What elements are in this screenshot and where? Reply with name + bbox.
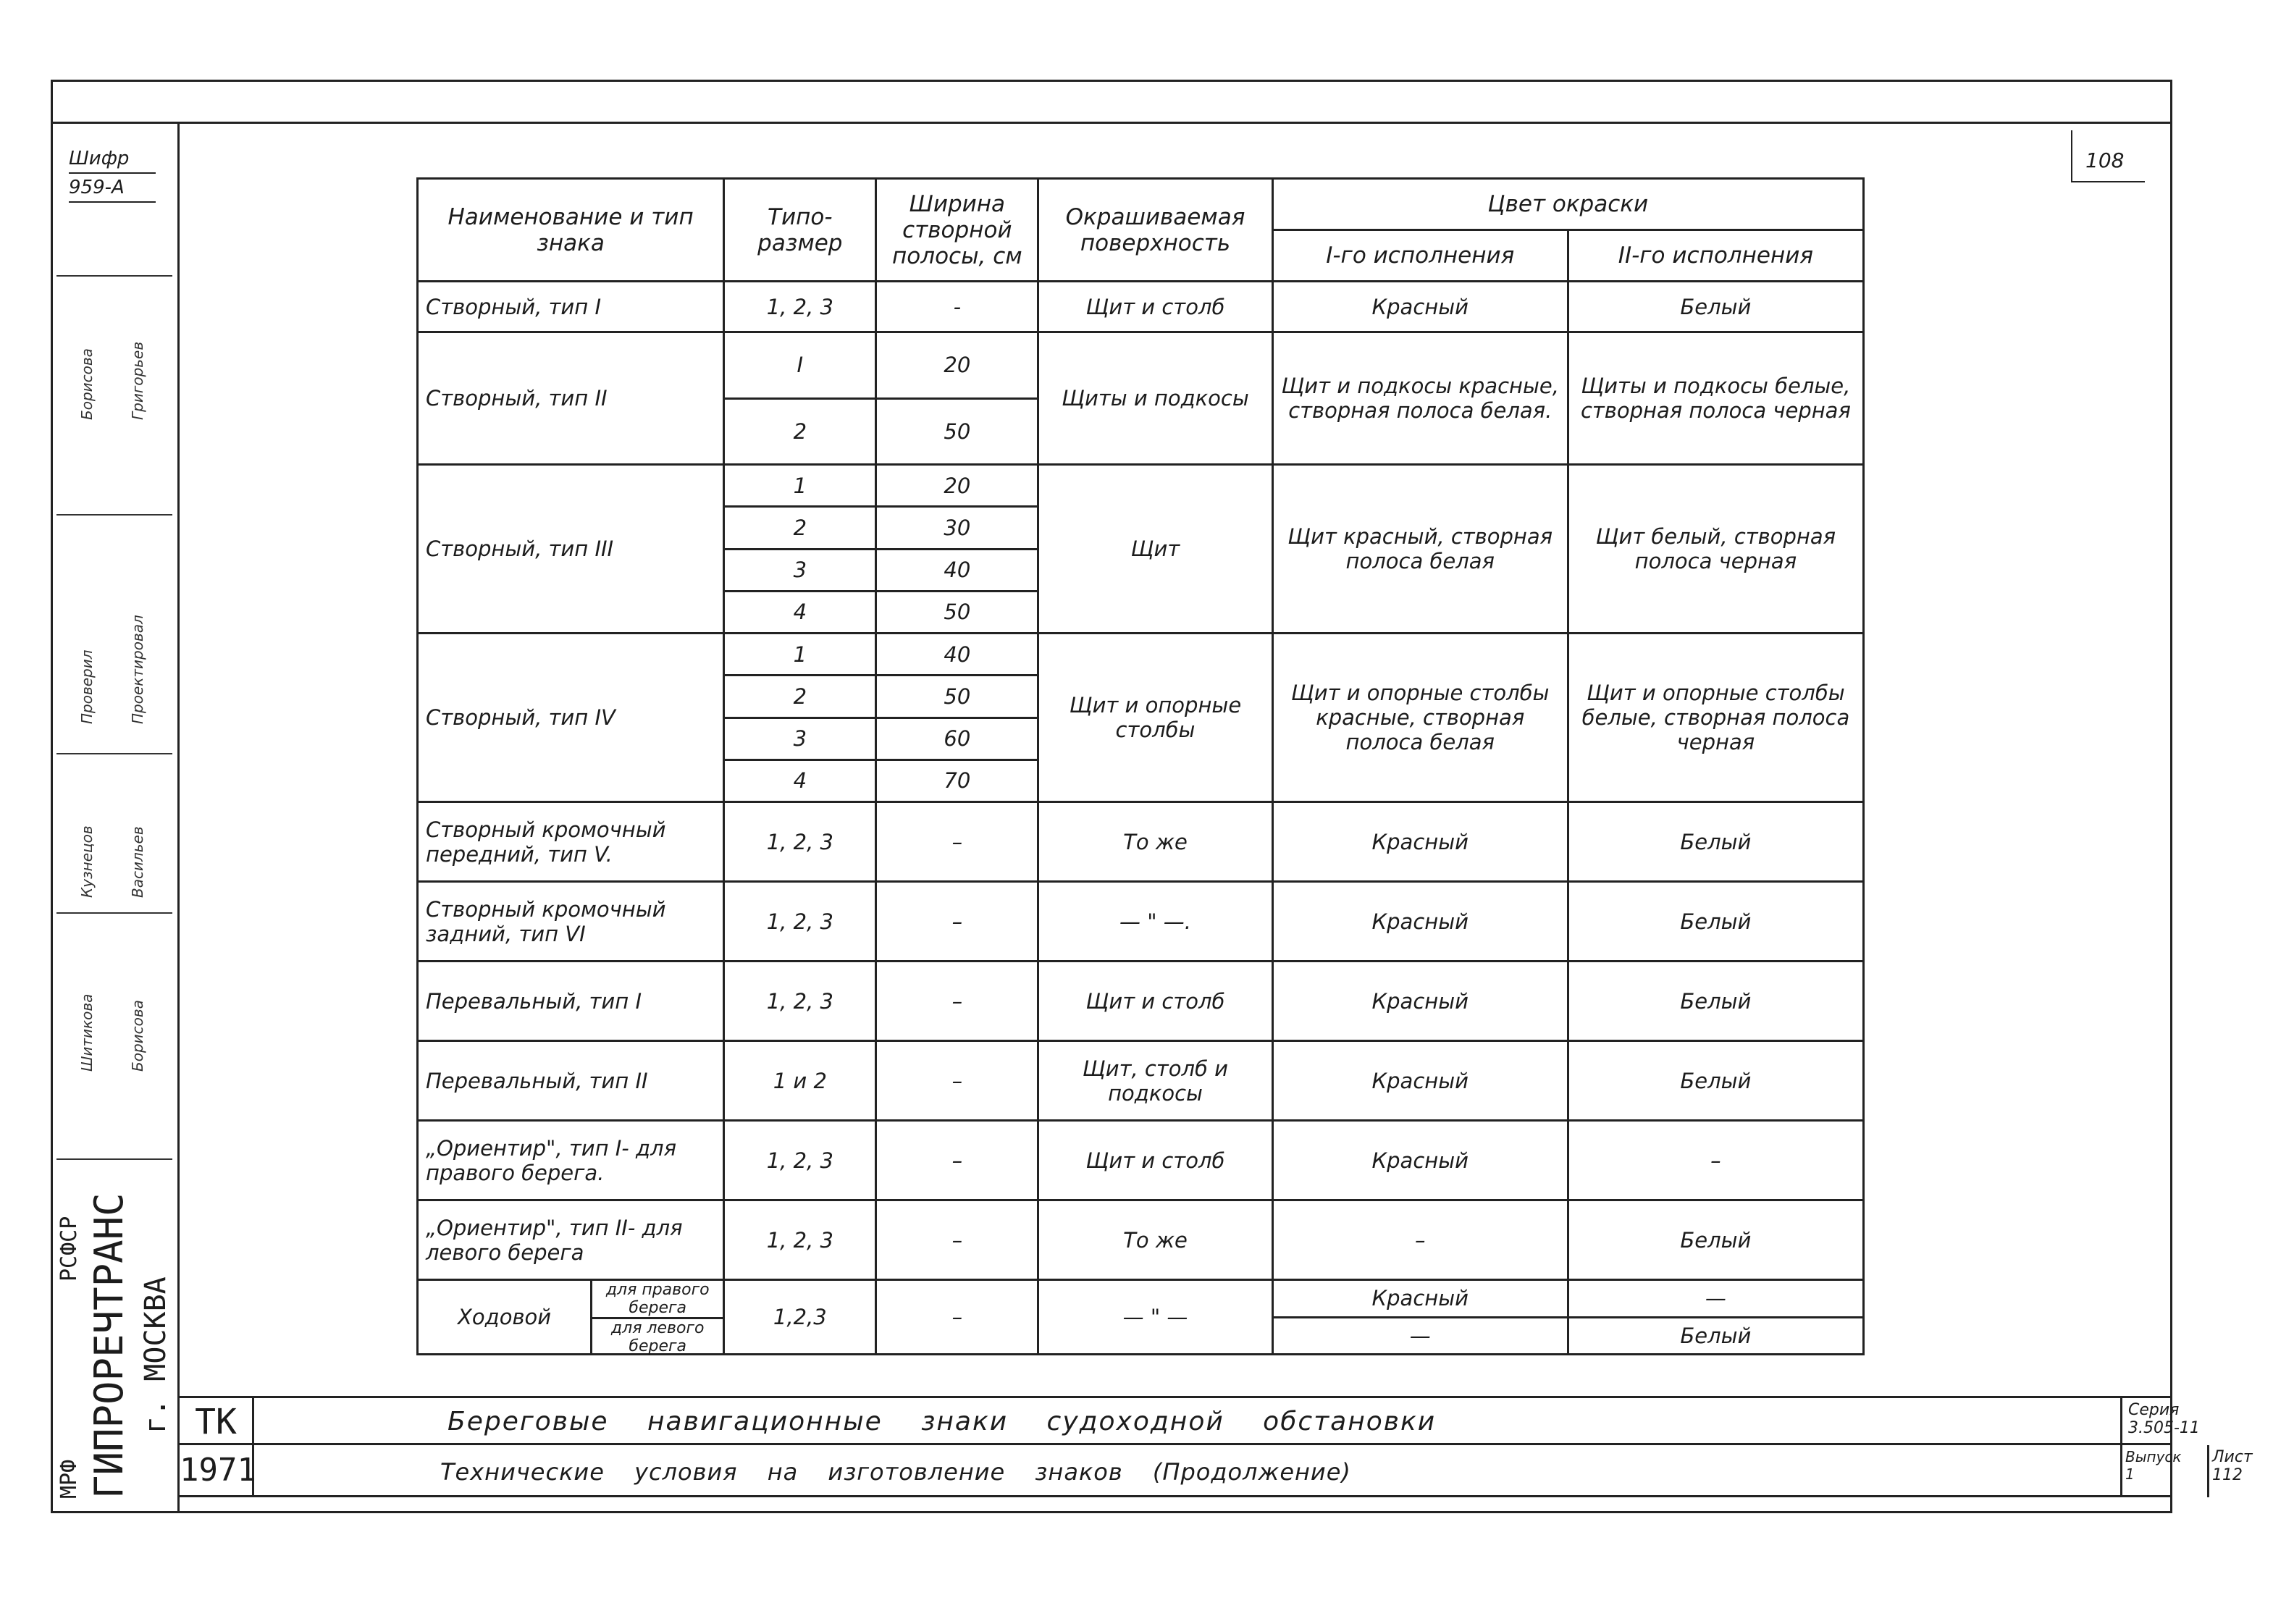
width-value: 40 bbox=[877, 550, 1037, 592]
width-value: 50 bbox=[877, 676, 1037, 718]
cell-exec1: Щит красный, створная полоса белая bbox=[1272, 465, 1568, 634]
cell-exec2: Щит белый, створная полоса черная bbox=[1568, 465, 1863, 634]
top-rule bbox=[51, 122, 2172, 124]
cell-width: – bbox=[876, 1200, 1038, 1280]
size-value: 3 bbox=[725, 550, 875, 592]
signature-divider bbox=[56, 753, 172, 754]
exec2-bottom: Белый bbox=[1680, 1323, 1752, 1348]
table-row bbox=[418, 1200, 1864, 1280]
header-color: Цвет окраски bbox=[1272, 179, 1863, 230]
signature-1: Борисова bbox=[78, 348, 96, 420]
cell-size: 1, 2, 3 bbox=[724, 1200, 876, 1280]
cell-width bbox=[876, 332, 1038, 465]
table-row bbox=[418, 465, 1864, 634]
table-row bbox=[418, 1041, 1864, 1121]
size-value: 4 bbox=[793, 768, 807, 794]
cell-size bbox=[724, 465, 876, 634]
cell-name: Створный, тип III bbox=[418, 465, 724, 634]
series-box bbox=[2120, 1398, 2294, 1447]
cell-surface: То же bbox=[1038, 802, 1272, 882]
header-name: Наименование и тип знака bbox=[418, 179, 724, 282]
signature-divider bbox=[56, 514, 172, 516]
cell-name: Створный, тип I bbox=[418, 282, 724, 332]
cell-exec1: – bbox=[1272, 1200, 1568, 1280]
organization-name: ГИПРОРЕЧТРАНС bbox=[86, 1192, 132, 1499]
width-value: 50 bbox=[944, 599, 971, 625]
cell-surface: Щит bbox=[1038, 465, 1272, 634]
cell-exec1: Щит и опорные столбы красные, створная полоса белая bbox=[1272, 634, 1568, 802]
signature-8: Борисова bbox=[129, 1000, 146, 1072]
issue-value: 1 bbox=[2125, 1465, 2135, 1483]
table-row bbox=[418, 1121, 1864, 1200]
signature-2: Григорьев bbox=[129, 341, 146, 420]
page-number: 108 bbox=[2085, 148, 2125, 172]
cell-width: – bbox=[876, 1041, 1038, 1121]
cell-exec1: Красный bbox=[1272, 882, 1568, 962]
cell-surface: — " —. bbox=[1038, 882, 1272, 962]
cell-exec1: Красный bbox=[1272, 802, 1568, 882]
sheet-label: Лист bbox=[2212, 1448, 2253, 1466]
cell-surface: Щиты и подкосы bbox=[1038, 332, 1272, 465]
cell-surface: Щит, столб и подкосы bbox=[1038, 1041, 1272, 1121]
organization-block bbox=[54, 1158, 177, 1506]
cell-exec2: Белый bbox=[1568, 282, 1863, 332]
cell-surface: Щит и столб bbox=[1038, 962, 1272, 1041]
cell-width: – bbox=[876, 1280, 1038, 1355]
cell-width: – bbox=[876, 962, 1038, 1041]
title-row-2 bbox=[180, 1445, 2253, 1497]
cell-name: Перевальный, тип II bbox=[418, 1041, 724, 1121]
size-value: 2 bbox=[793, 418, 807, 444]
size-value: 1 bbox=[725, 466, 875, 508]
ministry: МРФ bbox=[56, 1459, 82, 1499]
width-value: 30 bbox=[877, 508, 1037, 550]
table-row bbox=[418, 1280, 1864, 1355]
sheet-value: 112 bbox=[2212, 1466, 2243, 1484]
width-value: 40 bbox=[877, 634, 1037, 676]
cell-exec2: Белый bbox=[1568, 962, 1863, 1041]
cell-surface: Щит и опорные столбы bbox=[1038, 634, 1272, 802]
cell-name: Створный, тип IV bbox=[418, 634, 724, 802]
size-value: 3 bbox=[725, 719, 875, 761]
signature-column bbox=[56, 275, 172, 1158]
cell-name bbox=[418, 1280, 724, 1355]
cell-size: 1, 2, 3 bbox=[724, 962, 876, 1041]
signature-4: Проектировал bbox=[129, 615, 146, 724]
exec2-top: — bbox=[1569, 1281, 1862, 1318]
width-value: 60 bbox=[877, 719, 1037, 761]
cell-name: Перевальный, тип I bbox=[418, 962, 724, 1041]
table-row bbox=[418, 882, 1864, 962]
cell-size: 1 и 2 bbox=[724, 1041, 876, 1121]
table-row bbox=[418, 282, 1864, 332]
header-surface: Окрашиваемая поверхность bbox=[1038, 179, 1272, 282]
sub-left-bank: для левого берега bbox=[610, 1319, 705, 1355]
table-row bbox=[418, 332, 1864, 465]
cipher-label: Шифр bbox=[69, 145, 156, 174]
cell-width bbox=[876, 465, 1038, 634]
cell-exec1: Красный bbox=[1272, 962, 1568, 1041]
header-exec1: I-го исполнения bbox=[1272, 230, 1568, 282]
tk-code: ТК bbox=[180, 1398, 254, 1447]
cell-size: 1, 2, 3 bbox=[724, 802, 876, 882]
cell-exec1: Красный bbox=[1272, 1121, 1568, 1200]
width-value: 50 bbox=[944, 418, 971, 444]
series-label: Серия bbox=[2128, 1401, 2180, 1419]
cell-name: Створный, тип II bbox=[418, 332, 724, 465]
cell-width: – bbox=[876, 802, 1038, 882]
cell-size bbox=[724, 332, 876, 465]
cell-exec2: Белый bbox=[1568, 1041, 1863, 1121]
size-value: 2 bbox=[725, 508, 875, 550]
header-size: Типо-размер bbox=[724, 179, 876, 282]
signature-7: Шитикова bbox=[78, 993, 96, 1072]
city: г. МОСКВА bbox=[139, 1276, 172, 1434]
cipher-box bbox=[69, 145, 156, 203]
signature-divider bbox=[56, 912, 172, 914]
cell-name: Створный кромочный задний, тип VI bbox=[418, 882, 724, 962]
cell-size: 1, 2, 3 bbox=[724, 882, 876, 962]
year: 1971 bbox=[180, 1445, 254, 1497]
size-value: I bbox=[725, 333, 875, 400]
width-value: 20 bbox=[877, 333, 1037, 400]
cell-exec2: Белый bbox=[1568, 1200, 1863, 1280]
series-value: 3.505-11 bbox=[2128, 1419, 2200, 1437]
cell-size: 1, 2, 3 bbox=[724, 1121, 876, 1200]
signature-3: Проверил bbox=[78, 649, 96, 724]
cell-exec2: Щиты и подкосы белые, створная полоса черная bbox=[1568, 332, 1863, 465]
cell-surface: Щит и столб bbox=[1038, 282, 1272, 332]
signature-divider bbox=[56, 275, 172, 277]
cell-exec2: Белый bbox=[1568, 882, 1863, 962]
cell-surface: — " — bbox=[1038, 1280, 1272, 1355]
title-block bbox=[180, 1396, 2253, 1497]
cipher-value: 959-А bbox=[69, 174, 156, 203]
sheet-box bbox=[2207, 1445, 2294, 1497]
cell-exec2: – bbox=[1568, 1121, 1863, 1200]
cell-exec1 bbox=[1272, 1280, 1568, 1355]
signature-5: Кузнецов bbox=[78, 825, 96, 898]
cell-name: „Ориентир", тип I- для правого берега. bbox=[418, 1121, 724, 1200]
cell-exec2: Щит и опорные столбы белые, створная полоса черная bbox=[1568, 634, 1863, 802]
cell-exec1: Красный bbox=[1272, 282, 1568, 332]
table-row bbox=[418, 802, 1864, 882]
signature-6: Васильев bbox=[129, 826, 146, 898]
cell-name: Створный кромочный передний, тип V. bbox=[418, 802, 724, 882]
cell-width: – bbox=[876, 882, 1038, 962]
cell-width bbox=[876, 634, 1038, 802]
width-value: 70 bbox=[944, 768, 971, 794]
cell-size: 1,2,3 bbox=[724, 1280, 876, 1355]
cell-surface: То же bbox=[1038, 1200, 1272, 1280]
issue-label: Выпуск bbox=[2125, 1448, 2182, 1465]
issue-box bbox=[2120, 1445, 2207, 1497]
last-row-name: Ходовой bbox=[458, 1305, 552, 1329]
drawing-subtitle: Технические условия на изготовление знаков (Продолжение) bbox=[440, 1458, 1351, 1486]
cell-exec1: Красный bbox=[1272, 1041, 1568, 1121]
table-row bbox=[418, 962, 1864, 1041]
cell-exec1: Щит и подкосы красные, створная полоса белая. bbox=[1272, 332, 1568, 465]
size-value: 1 bbox=[725, 634, 875, 676]
size-value: 2 bbox=[725, 676, 875, 718]
cell-exec2 bbox=[1568, 1280, 1863, 1355]
table-row bbox=[418, 634, 1864, 802]
cell-name: „Ориентир", тип II- для левого берега bbox=[418, 1200, 724, 1280]
cell-surface: Щит и столб bbox=[1038, 1121, 1272, 1200]
cell-size: 1, 2, 3 bbox=[724, 282, 876, 332]
header-exec2: II-го исполнения bbox=[1568, 230, 1863, 282]
cell-size bbox=[724, 634, 876, 802]
header-width: Ширина створной полосы, см bbox=[876, 179, 1038, 282]
sub-right-bank: для правого берега bbox=[592, 1281, 723, 1319]
size-value: 4 bbox=[793, 599, 807, 625]
title-row-1 bbox=[180, 1396, 2200, 1445]
cell-width: – bbox=[876, 1121, 1038, 1200]
exec1-bottom: — bbox=[1409, 1323, 1431, 1348]
exec1-top: Красный bbox=[1274, 1281, 1567, 1318]
cell-width: - bbox=[876, 282, 1038, 332]
sign-colors-table bbox=[416, 177, 1865, 1355]
width-value: 20 bbox=[877, 466, 1037, 508]
cell-exec2: Белый bbox=[1568, 802, 1863, 882]
drawing-title: Береговые навигационные знаки судоходной обстановки bbox=[448, 1407, 1437, 1436]
republic: РСФСР bbox=[56, 1216, 82, 1282]
